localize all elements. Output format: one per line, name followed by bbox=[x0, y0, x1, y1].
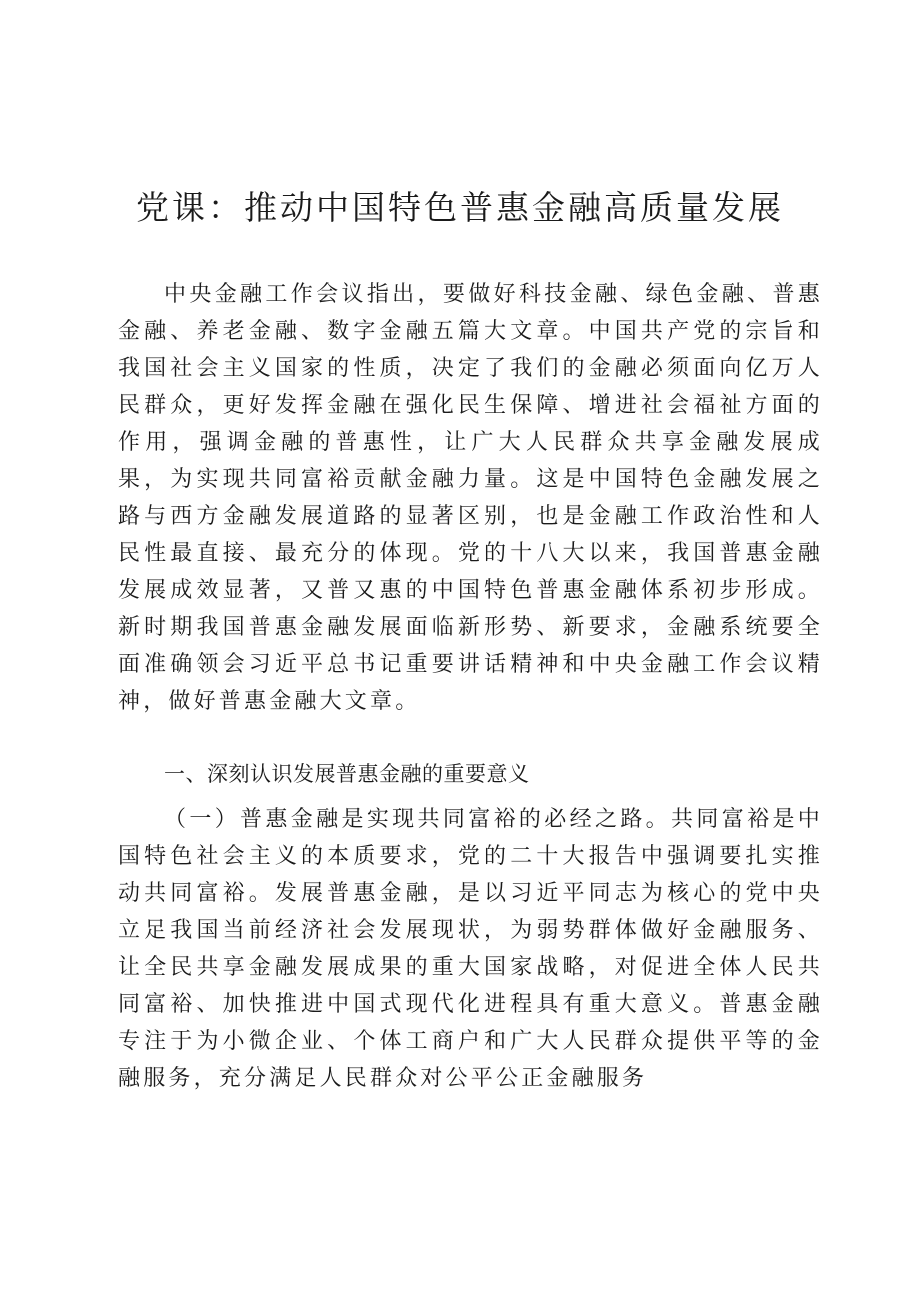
document-title: 党课：推动中国特色普惠金融高质量发展 bbox=[136, 188, 784, 227]
intro-paragraph: 中央金融工作会议指出，要做好科技金融、绿色金融、普惠金融、养老金融、数字金融五篇大文章。中国共产党的宗旨和我国社会主义国家的性质，决定了我们的金融必须面向亿万人民群众，更好发挥金融在强化民生保障、增进社会福祉方面的作用，强调金融的普惠性，让广大人民群众共享金融发展成果，为实现共同富裕贡献金融力量。这是中国特色金融发展之路与西方金融发展道路的显著区别，也是金融工作政治性和人民性最直接、最充分的体现。党的十八大以来，我国普惠金融发展成效显著，又普又惠的中国特色普惠金融体系初步形成。新时期我国普惠金融发展面临新形势、新要求，金融系统要全面准确领会习近平总书记重要讲话精神和中央金融工作会议精神，做好普惠金融大文章。 bbox=[118, 282, 823, 714]
section-heading: 一、深刻认识发展普惠金融的重要意义 bbox=[164, 762, 530, 786]
section-paragraph: （一）普惠金融是实现共同富裕的必经之路。共同富裕是中国特色社会主义的本质要求，党的二十大报告中强调要扎实推动共同富裕。发展普惠金融，是以习近平同志为核心的党中央立足我国当前经济社会发展现状，为弱势群体做好金融服务、让全民共享金融发展成果的重大国家战略，对促进全体人民共同富裕、加快推进中国式现代化进程具有重大意义。普惠金融专注于为小微企业、个体工商户和广大人民群众提供平等的金融服务，充分满足人民群众对公平公正金融服务 bbox=[118, 807, 823, 1091]
